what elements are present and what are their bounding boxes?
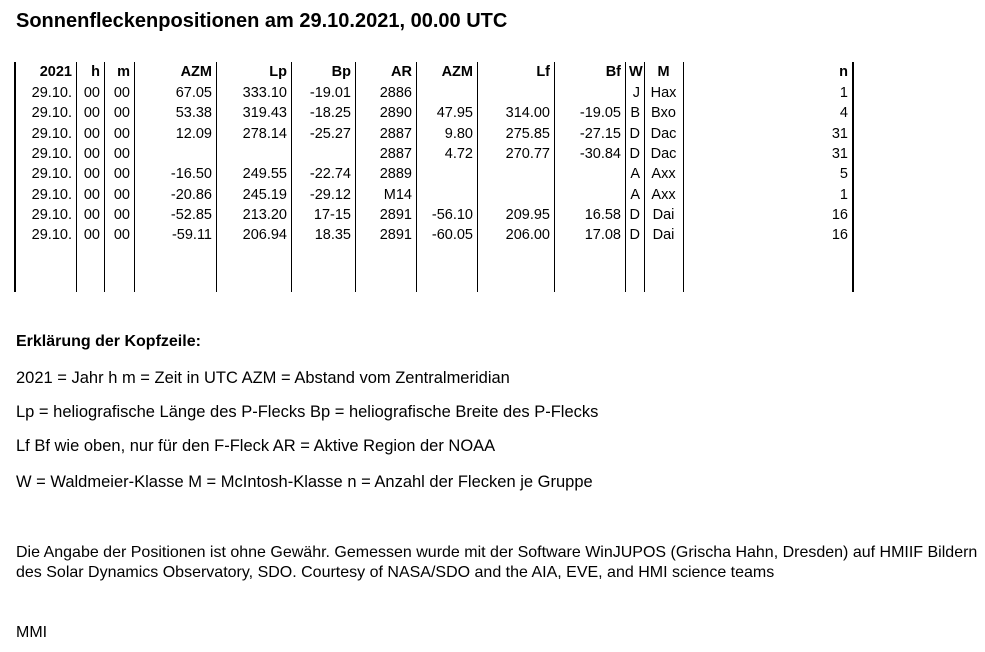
cell-bp: -18.25 <box>309 105 351 122</box>
cell-count: 16 <box>831 206 848 223</box>
cell-lp: 206.94 <box>242 227 287 244</box>
header-waldmeier: W <box>629 64 643 80</box>
header-date: 2021 <box>39 64 72 80</box>
cell-date: 29.10. <box>31 105 72 122</box>
cell-bp: -29.12 <box>309 186 351 203</box>
cell-lf <box>481 83 550 104</box>
cell-waldmeier: D <box>629 206 640 223</box>
cell-lf: 209.95 <box>505 206 550 223</box>
cell-ar: 2890 <box>379 105 412 122</box>
cell-date: 29.10. <box>31 227 72 244</box>
cell-hour: 00 <box>83 166 100 183</box>
header-bp: Bp <box>331 64 351 80</box>
table-row <box>14 124 856 145</box>
cell-count: 1 <box>839 186 848 203</box>
cell-minute: 00 <box>113 227 130 244</box>
cell-mcintosh: Axx <box>651 166 676 183</box>
header-lp: Lp <box>269 64 287 80</box>
page-title: Sonnenfleckenpositionen am 29.10.2021, 00.00 UTC <box>16 10 508 32</box>
cell-minute: 00 <box>113 166 130 183</box>
header-azm-p: AZM <box>180 64 212 80</box>
cell-date: 29.10. <box>31 85 72 101</box>
cell-waldmeier: A <box>630 166 640 183</box>
cell-hour: 00 <box>83 85 100 101</box>
cell-bf: -27.15 <box>579 125 621 142</box>
cell-hour: 00 <box>83 186 100 203</box>
cell-azm-p: 12.09 <box>175 125 212 142</box>
cell-azm-f <box>420 185 473 206</box>
cell-lf: 206.00 <box>505 227 550 244</box>
cell-azm-f <box>420 164 473 185</box>
cell-lf: 270.77 <box>505 145 550 162</box>
cell-mcintosh: Hax <box>650 85 677 101</box>
cell-hour: 00 <box>83 206 100 223</box>
cell-ar: 2886 <box>379 85 412 101</box>
cell-minute: 00 <box>113 145 130 162</box>
cell-azm-p: -16.50 <box>170 166 212 183</box>
cell-waldmeier: J <box>632 85 640 101</box>
table-header-row <box>14 62 856 83</box>
cell-lf: 275.85 <box>505 125 550 142</box>
cell-lp: 249.55 <box>242 166 287 183</box>
header-bf: Bf <box>605 64 621 80</box>
cell-ar: 2891 <box>379 227 412 244</box>
cell-bp: -22.74 <box>309 166 351 183</box>
cell-minute: 00 <box>113 125 130 142</box>
header-count: n <box>839 64 848 80</box>
cell-bf <box>558 164 621 185</box>
cell-date: 29.10. <box>31 145 72 162</box>
cell-lf <box>481 185 550 206</box>
cell-azm-f <box>420 83 473 104</box>
header-azm-f: AZM <box>441 64 473 80</box>
cell-azm-f: 47.95 <box>436 105 473 122</box>
cell-lp: 333.10 <box>242 85 287 101</box>
cell-count: 4 <box>839 105 848 122</box>
cell-mcintosh: Bxo <box>651 105 676 122</box>
cell-azm-p: -59.11 <box>171 227 212 244</box>
cell-ar: 2887 <box>379 125 412 142</box>
cell-date: 29.10. <box>31 125 72 142</box>
cell-ar: M14 <box>383 186 412 203</box>
cell-hour: 00 <box>83 145 100 162</box>
cell-count: 31 <box>831 145 848 162</box>
disclaimer-text: Die Angabe der Positionen ist ohne Gewähr. Gemessen wurde mit der Software WinJUPOS (Grischa Hahn, Dresden) auf HMIIF Bildern des Solar Dynamics Observatory, SDO. Courtesy of NASA/SDO and the AIA, EVE, and HMI science teams <box>16 544 978 581</box>
table-row <box>14 164 856 185</box>
cell-ar: 2887 <box>379 145 412 162</box>
cell-azm-p: -20.86 <box>170 186 212 203</box>
header-ar: AR <box>391 64 412 80</box>
sunspot-table <box>14 62 856 292</box>
header-hour: h <box>91 64 100 80</box>
author-signature: MMI <box>16 624 48 641</box>
explanation-heading: Erklärung der Kopfzeile: <box>16 333 201 350</box>
cell-azm-p <box>138 144 212 165</box>
cell-minute: 00 <box>113 186 130 203</box>
cell-bf: -19.05 <box>579 105 621 122</box>
table-row <box>14 144 856 165</box>
cell-lp: 245.19 <box>242 186 287 203</box>
cell-lf: 314.00 <box>505 105 550 122</box>
cell-minute: 00 <box>113 206 130 223</box>
cell-date: 29.10. <box>31 186 72 203</box>
cell-minute: 00 <box>113 105 130 122</box>
cell-bp: 18.35 <box>314 227 351 244</box>
cell-waldmeier: D <box>629 227 640 244</box>
cell-date: 29.10. <box>31 166 72 183</box>
cell-minute: 00 <box>113 85 130 101</box>
cell-bp: -25.27 <box>309 125 351 142</box>
cell-lp: 319.43 <box>242 105 287 122</box>
explanation-line-lp-bp: Lp = heliografische Länge des P-Flecks Bp = heliografische Breite des P-Flecks <box>16 403 599 421</box>
cell-mcintosh: Dac <box>650 145 677 162</box>
cell-bp <box>295 144 351 165</box>
cell-hour: 00 <box>83 125 100 142</box>
cell-bf <box>558 185 621 206</box>
cell-waldmeier: D <box>629 125 640 142</box>
cell-bf: 16.58 <box>584 206 621 223</box>
cell-lp: 278.14 <box>242 125 287 142</box>
cell-bp: -19.01 <box>309 85 351 101</box>
cell-azm-p: -52.85 <box>170 206 212 223</box>
table-row <box>14 103 856 124</box>
header-minute: m <box>117 64 130 80</box>
cell-azm-f: 9.80 <box>444 125 473 142</box>
cell-azm-f: -56.10 <box>431 206 473 223</box>
cell-waldmeier: D <box>629 145 640 162</box>
cell-azm-p: 53.38 <box>175 105 212 122</box>
cell-mcintosh: Dac <box>650 125 677 142</box>
explanation-line-lf-bf-ar: Lf Bf wie oben, nur für den F-Fleck AR = Aktive Region der NOAA <box>16 437 496 455</box>
cell-azm-f: 4.72 <box>444 145 473 162</box>
cell-waldmeier: B <box>630 105 640 122</box>
cell-ar: 2889 <box>379 166 412 183</box>
cell-mcintosh: Dai <box>652 206 675 223</box>
cell-azm-p: 67.05 <box>175 85 212 101</box>
table-row <box>14 225 856 246</box>
header-lf: Lf <box>536 64 550 80</box>
cell-hour: 00 <box>83 105 100 122</box>
cell-waldmeier: A <box>630 186 640 203</box>
cell-bp: 17-15 <box>313 206 351 223</box>
header-mcintosh: M <box>657 64 670 80</box>
cell-bf <box>558 83 621 104</box>
cell-lp: 213.20 <box>242 206 287 223</box>
cell-lf <box>481 164 550 185</box>
cell-mcintosh: Axx <box>651 186 676 203</box>
cell-count: 16 <box>831 227 848 244</box>
cell-azm-f: -60.05 <box>431 227 473 244</box>
cell-bf: 17.08 <box>584 227 621 244</box>
cell-count: 5 <box>839 166 848 183</box>
cell-count: 31 <box>831 125 848 142</box>
explanation-line-w-m-n: W = Waldmeier-Klasse M = McIntosh-Klasse n = Anzahl der Flecken je Gruppe <box>16 473 593 491</box>
explanation-line-year-time-azm: 2021 = Jahr h m = Zeit in UTC AZM = Abstand vom Zentralmeridian <box>16 369 510 387</box>
cell-ar: 2891 <box>379 206 412 223</box>
cell-lp <box>220 144 287 165</box>
cell-date: 29.10. <box>31 206 72 223</box>
cell-mcintosh: Dai <box>652 227 675 244</box>
table-row <box>14 185 856 206</box>
cell-bf: -30.84 <box>579 145 621 162</box>
cell-count: 1 <box>839 85 848 101</box>
table-row <box>14 205 856 226</box>
table-row <box>14 83 856 104</box>
cell-hour: 00 <box>83 227 100 244</box>
